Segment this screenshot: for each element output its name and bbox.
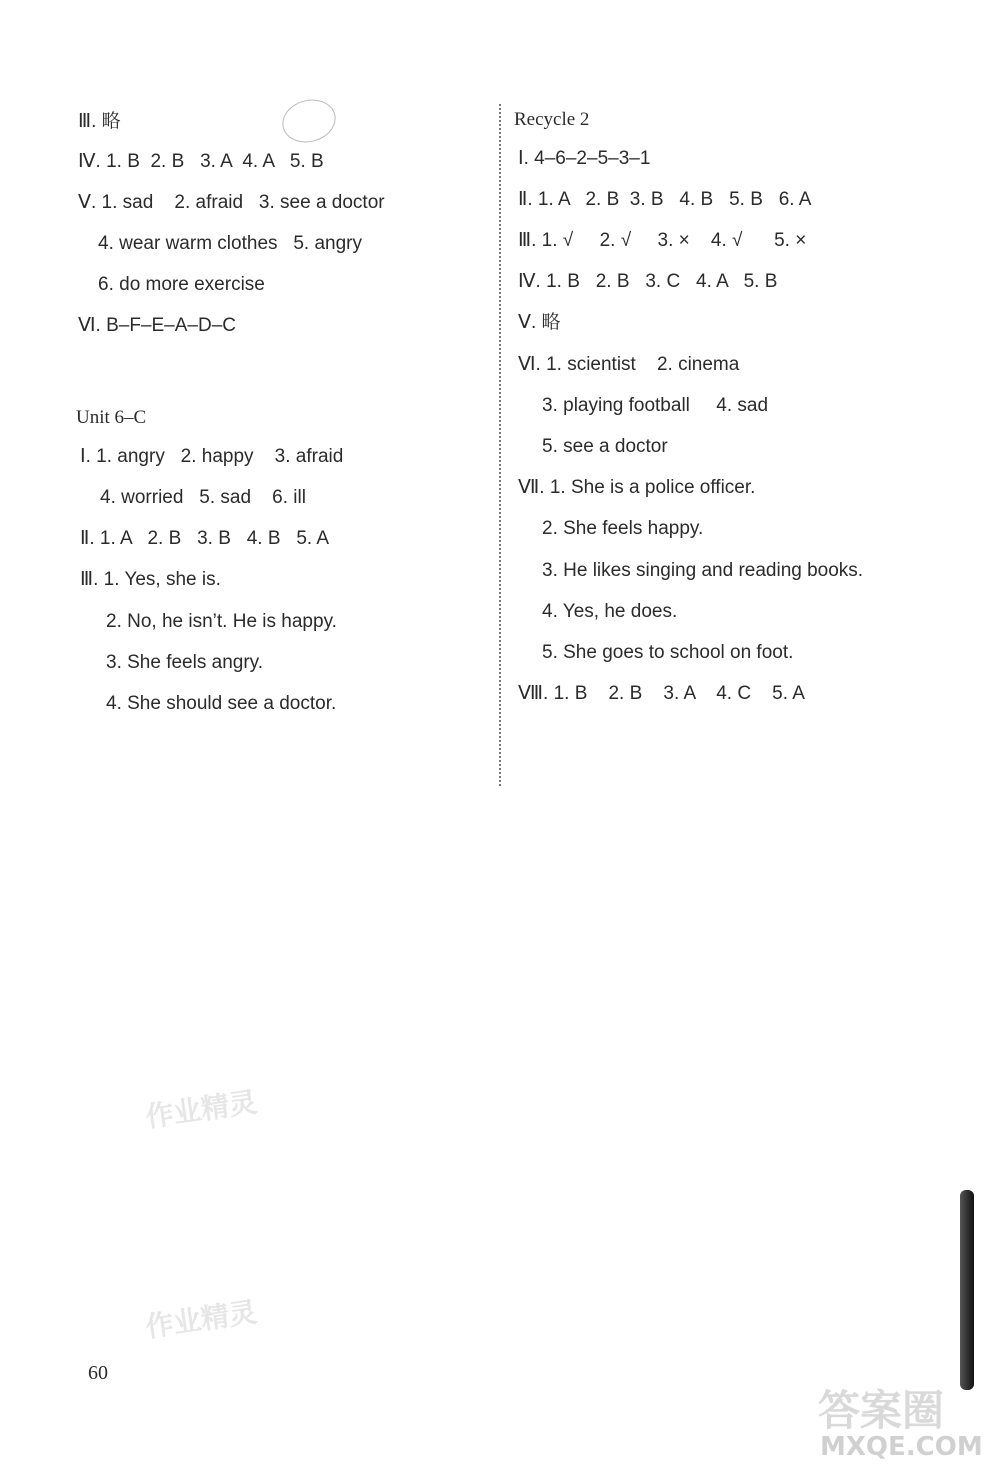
answer-line: 3. playing football 4. sad	[542, 395, 769, 416]
answer-line: Ⅴ. 1. sad 2. afraid 3. see a doctor	[78, 192, 385, 213]
answer-line: Ⅴ. 略	[518, 312, 561, 333]
answer-line: 5. see a doctor	[542, 436, 668, 457]
page-number: 60	[88, 1362, 108, 1384]
answer-line: Ⅷ. 1. B 2. B 3. A 4. C 5. A	[518, 683, 805, 704]
answer-line: 2. No, he isn’t. He is happy.	[106, 611, 337, 632]
answer-line: 4. worried 5. sad 6. ill	[100, 487, 306, 508]
site-logo	[818, 1378, 988, 1468]
answer-line: Ⅳ. 1. B 2. B 3. C 4. A 5. B	[518, 271, 778, 292]
section-title-unit-6c: Unit 6–C	[76, 407, 147, 428]
answer-line: 4. She should see a doctor.	[106, 693, 337, 714]
answer-line: 4. Yes, he does.	[542, 601, 678, 622]
answer-line: Ⅶ. 1. She is a police officer.	[518, 477, 756, 498]
answer-line: Ⅲ. 1. Yes, she is.	[80, 569, 221, 590]
answer-line: Ⅵ. B–F–E–A–D–C	[78, 315, 236, 336]
answer-line: 2. She feels happy.	[542, 518, 704, 539]
answer-line: Ⅰ. 1. angry 2. happy 3. afraid	[80, 446, 344, 467]
column-divider	[499, 104, 501, 786]
section-title-recycle-2: Recycle 2	[514, 109, 590, 130]
answer-line: 3. She feels angry.	[106, 652, 264, 673]
watermark-text: 作业精灵	[143, 1085, 259, 1134]
answer-line: 5. She goes to school on foot.	[542, 642, 794, 663]
answer-line: Ⅱ. 1. A 2. B 3. B 4. B 5. A	[80, 528, 330, 549]
answer-line: 3. He likes singing and reading books.	[542, 560, 864, 581]
answer-line: Ⅵ. 1. scientist 2. cinema	[518, 354, 740, 375]
answer-line: 6. do more exercise	[98, 274, 265, 295]
answer-line: Ⅱ. 1. A 2. B 3. B 4. B 5. B 6. A	[518, 189, 812, 210]
answer-line: Ⅲ. 1. √ 2. √ 3. × 4. √ 5. ×	[518, 230, 807, 251]
answer-line: 4. wear warm clothes 5. angry	[98, 233, 362, 254]
answer-line: Ⅲ. 略	[78, 111, 121, 132]
watermark-text: 作业精灵	[143, 1295, 259, 1344]
site-logo-cn: 答案圈	[818, 1386, 945, 1435]
stamp-mark	[277, 94, 340, 149]
answer-line: Ⅳ. 1. B 2. B 3. A 4. A 5. B	[78, 151, 324, 172]
answer-line: Ⅰ. 4–6–2–5–3–1	[518, 148, 651, 169]
site-logo-en: MXQE.COM	[820, 1432, 983, 1462]
scan-edge-mark	[960, 1190, 974, 1390]
